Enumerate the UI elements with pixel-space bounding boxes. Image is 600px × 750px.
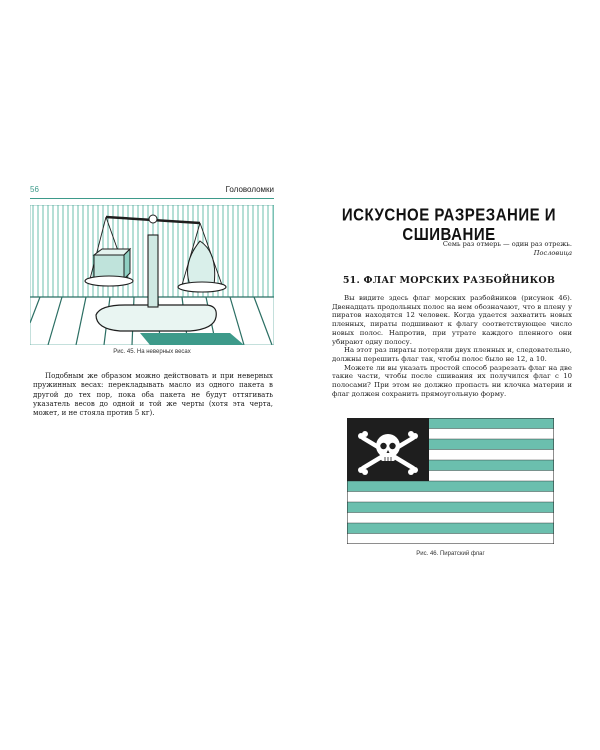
right-page: [300, 0, 600, 750]
chapter-title: ИСКУСНОЕ РАЗРЕЗАНИЕ И СШИВАНИЕ: [341, 205, 557, 245]
page-number: 56: [30, 185, 39, 194]
section-title: 51. ФЛАГ МОРСКИХ РАЗБОЙНИКОВ: [342, 275, 556, 286]
epigraph-source: Пословица: [533, 248, 572, 257]
running-title: Головоломки: [225, 185, 274, 194]
epigraph-text: Семь раз отмерь — один раз отрежь.: [442, 240, 572, 248]
paragraph: Вы видите здесь флаг морских разбойников (рисунок 46). Двенадцать продольных полос на нем обозначают, что в плену у пиратов находятся 12 человек. Когда удается захватить новых пленных, пираты подшивают к флагу соответствующее число новых полос. Напротив, при утрате каждого пленного они убирают одну полосу.: [332, 294, 572, 346]
running-header: [30, 184, 274, 199]
epigraph: [352, 240, 572, 257]
paragraph: На этот раз пираты потеряли двух пленных и, следовательно, должны перешить флаг так, чтобы полос было не 12, а 10.: [332, 346, 572, 363]
figure-46-caption: Рис. 46. Пиратский флаг: [416, 551, 485, 557]
pirate-flag-illustration: [347, 418, 554, 544]
left-body-text: Подобным же образом можно действовать и при неверных пружинных весах: перекладывать масло из одного пакета в другой до тех пор, пока оба пакета не будут оттягивать указатель весов до одной и той же черты (хотя эта черта, может, и не стояла против 5 кг).: [33, 372, 273, 418]
figure-45-caption: Рис. 45. На неверных весах: [113, 349, 191, 355]
paragraph: Можете ли вы указать простой способ разрезать флаг на две такие части, чтобы после сшивания их получился флаг с 10 полосами? При этом не должно пропасть ни клочка материи и флаг должен сохранить прямоугольную форму.: [332, 363, 572, 398]
right-body-text: [332, 294, 572, 398]
scales-illustration: [30, 205, 274, 345]
